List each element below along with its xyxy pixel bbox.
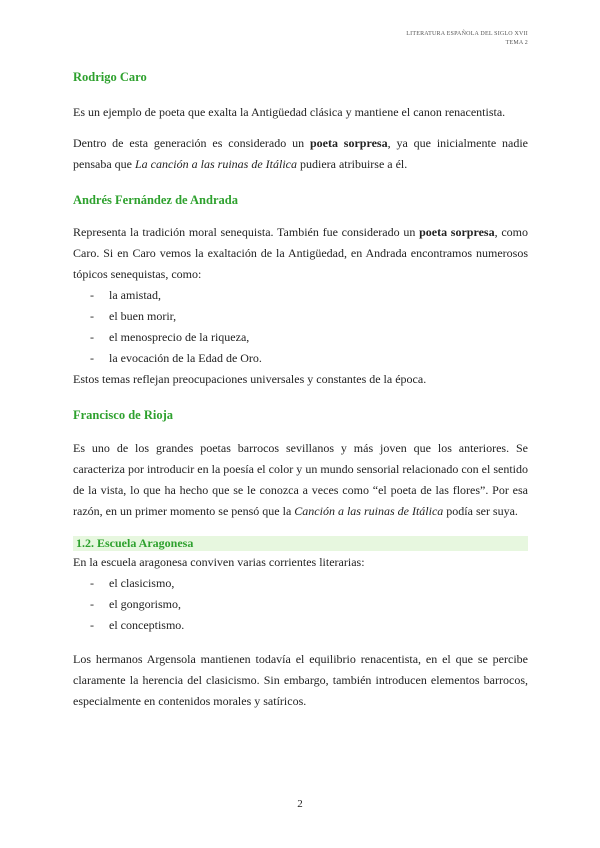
list-item: - la amistad, [90, 288, 161, 302]
paragraph-caro-1: Es un ejemplo de poeta que exalta la Antigüedad clásica y mantiene el canon renacentista. [73, 105, 506, 119]
list-item: - el clasicismo, [90, 576, 175, 590]
list-item: - el gongorismo, [90, 597, 181, 611]
paragraph-rioja-1: Es uno de los grandes poetas barrocos sevillanos y más joven que los anteriores. Se caracteriza por introducir en la poesía el color y un mundo sensorial relacionado con el sentido de la vista, lo que ha hecho que se le conozca a veces como “el poeta de las flores”. Por esa razón, en un primer momento se pensó que la Canción a las ruinas de Itálica podía ser suya. [73, 441, 528, 518]
paragraph-andrada-1: Representa la tradición moral senequista. También fue considerado un poeta sorpresa, como Caro. Si en Caro vemos la exaltación de la Antigüedad, en Andrada encontramos numerosos tópicos senequistas, como: [73, 225, 528, 281]
heading-rodrigo-caro: Rodrigo Caro [73, 70, 147, 84]
paragraph-aragonesa-intro: En la escuela aragonesa conviven varias corrientes literarias: [73, 555, 365, 569]
list-item: - la evocación de la Edad de Oro. [90, 351, 262, 365]
header-topic: TEMA 2 [505, 40, 528, 46]
list-item: - el buen morir, [90, 309, 177, 323]
paragraph-caro-2: Dentro de esta generación es considerado un poeta sorpresa, ya que inicialmente nadie pensaba que La canción a las ruinas de Itálica pudiera atribuirse a él. [73, 136, 528, 171]
paragraph-andrada-2: Estos temas reflejan preocupaciones universales y constantes de la época. [73, 372, 427, 386]
heading-escuela-aragonesa: 1.2. Escuela Aragonesa [73, 536, 528, 551]
paragraph-aragonesa-1: Los hermanos Argensola mantienen todavía el equilibrio renacentista, en el que se percibe claramente la herencia del clasicismo. Sin embargo, también introducen elementos barrocos, especialmente en contenidos morales y satíricos. [73, 652, 528, 708]
running-header [406, 30, 528, 48]
list-senequist-topics [73, 285, 528, 369]
list-literary-currents [73, 573, 528, 636]
heading-andrada: Andrés Fernández de Andrada [73, 193, 238, 207]
list-item: - el menosprecio de la riqueza, [90, 330, 250, 344]
header-course: LITERATURA ESPAÑOLA DEL SIGLO XVII [406, 31, 528, 37]
page-number: 2 [297, 798, 303, 810]
list-item: - el conceptismo. [90, 618, 185, 632]
heading-rioja: Francisco de Rioja [73, 408, 173, 422]
main-content [73, 68, 528, 712]
